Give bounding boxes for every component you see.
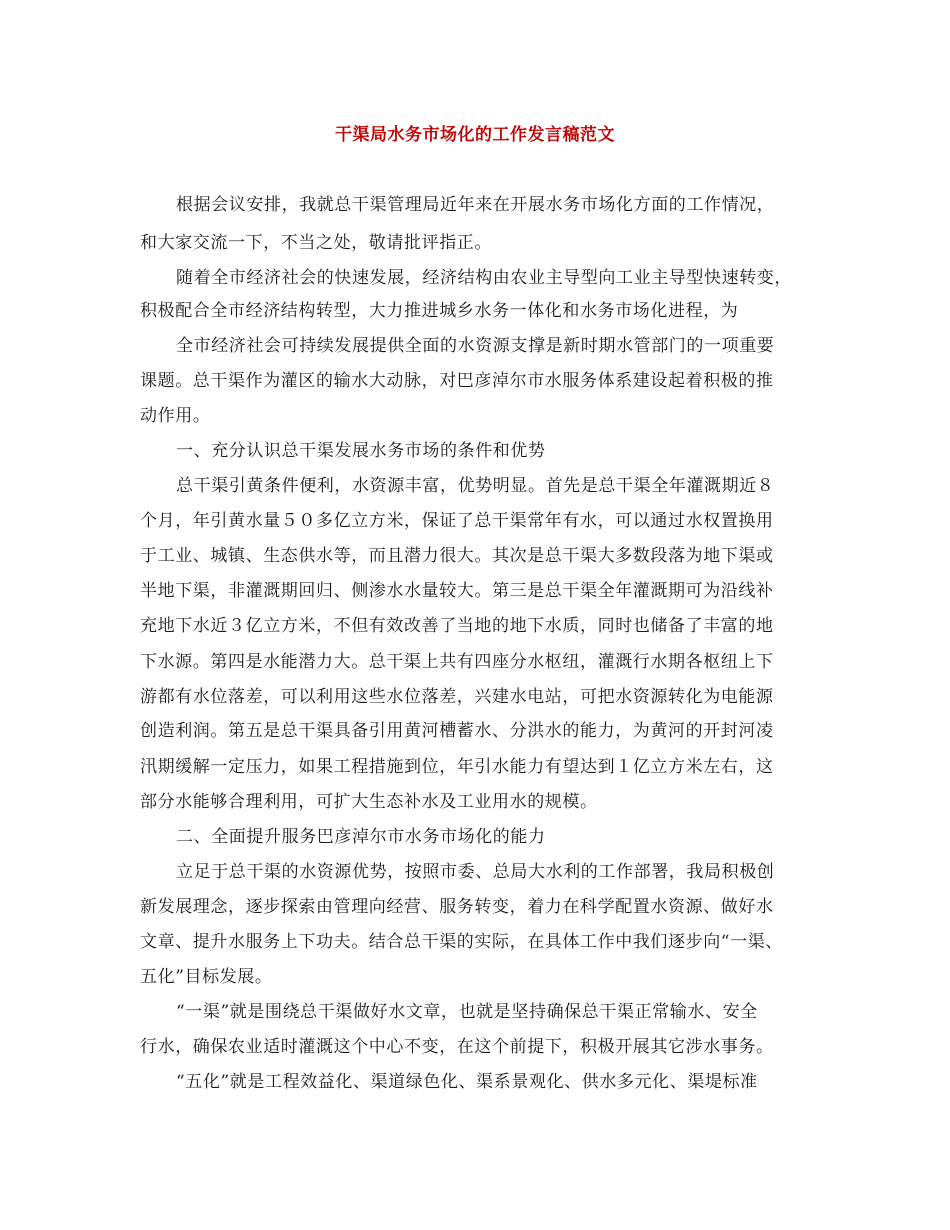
- section-heading: 二、全面提升服务巴彦淖尔市水务市场化的能力: [176, 827, 546, 847]
- body-line: 随着全市经济社会的快速发展，经济结构由农业主导型向工业主导型快速转变，: [176, 268, 792, 288]
- body-line: 文章、提升水服务上下功夫。结合总干渠的实际，在具体工作中我们逐步向“一渠、: [140, 932, 783, 952]
- body-line: 于工业、城镇、生态供水等，而且潜力很大。其次是总干渠大多数段落为地下渠或: [140, 546, 774, 566]
- body-line: 动作用。: [140, 406, 211, 426]
- body-line: 个月，年引黄水量５０多亿立方米，保证了总干渠常年有水，可以通过水权置换用: [140, 511, 774, 531]
- body-line: 根据会议安排，我就总干渠管理局近年来在开展水务市场化方面的工作情况，: [176, 195, 775, 215]
- body-line: 新发展理念，逐步探索由管理向经营、服务转变，着力在科学配置水资源、做好水: [140, 897, 774, 917]
- body-line: 汛期缓解一定压力，如果工程措施到位，年引水能力有望达到１亿立方米左右，这: [140, 757, 774, 777]
- body-line: 总干渠引黄条件便利，水资源丰富，优势明显。首先是总干渠全年灌溉期近８: [176, 476, 775, 496]
- body-line: 部分水能够合理利用，可扩大生态补水及工业用水的规模。: [140, 792, 598, 812]
- body-line: 游都有水位落差，可以利用这些水位落差，兴建水电站，可把水资源转化为电能源: [140, 687, 774, 707]
- body-line: 半地下渠，非灌溉期回归、侧渗水水量较大。第三是总干渠全年灌溉期可为沿线补: [140, 581, 774, 601]
- body-line: 下水源。第四是水能潜力大。总干渠上共有四座分水枢纽，灌溉行水期各枢纽上下: [140, 652, 774, 672]
- body-line: 五化”目标发展。: [140, 967, 273, 987]
- body-line: 全市经济社会可持续发展提供全面的水资源支撑是新时期水管部门的一项重要: [176, 336, 775, 356]
- body-line: 充地下水近３亿立方米，不但有效改善了当地的地下水质，同时也储备了丰富的地: [140, 616, 774, 636]
- body-line: 课题。总干渠作为灌区的输水大动脉，对巴彦淖尔市水服务体系建设起着积极的推: [140, 371, 774, 391]
- body-line: 立足于总干渠的水资源优势，按照市委、总局大水利的工作部署，我局积极创: [176, 862, 775, 882]
- body-line: 创造利润。第五是总干渠具备引用黄河槽蓄水、分洪水的能力，为黄河的开封河凌: [140, 721, 774, 741]
- body-line: 积极配合全市经济结构转型，大力推进城乡水务一体化和水务市场化进程，为: [140, 301, 739, 321]
- body-line: 行水，确保农业适时灌溉这个中心不变，在这个前提下，积极开展其它涉水事务。: [140, 1037, 774, 1057]
- section-heading: 一、充分认识总干渠发展水务市场的条件和优势: [176, 441, 546, 461]
- body-line: 和大家交流一下，不当之处，敬请批评指正。: [140, 233, 492, 253]
- body-line: “五化”就是工程效益化、渠道绿色化、渠系景观化、供水多元化、渠堤标准: [176, 1072, 758, 1092]
- body-line: “一渠”就是围绕总干渠做好水文章，也就是坚持确保总干渠正常输水、安全: [176, 1002, 758, 1022]
- document-title: 干渠局水务市场化的工作发言稿范文: [335, 125, 615, 145]
